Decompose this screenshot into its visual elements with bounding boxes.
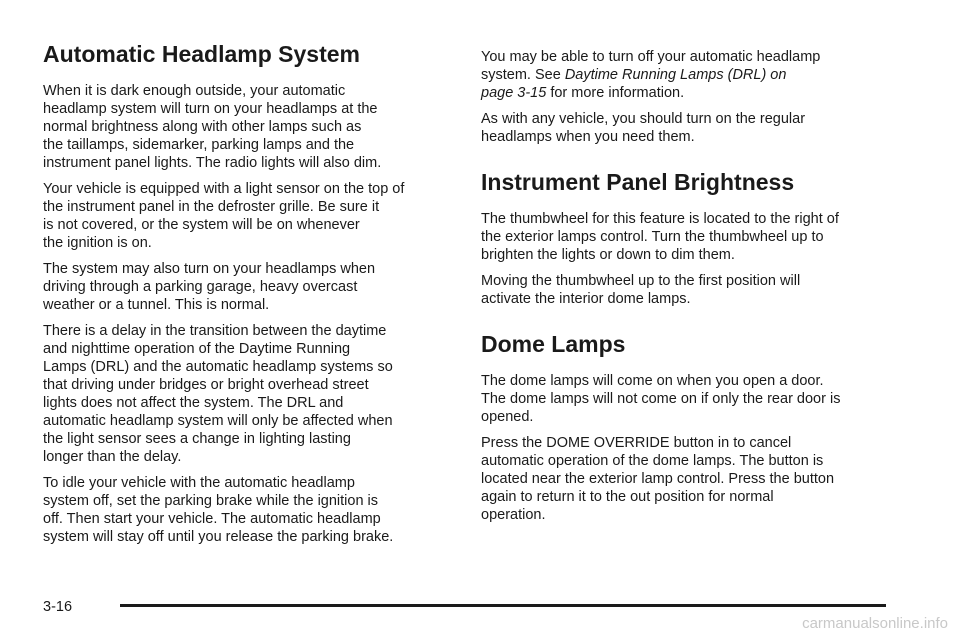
paragraph: The system may also turn on your headlamps when driving through a parking garage, heavy overcast weather or a tunnel. This is normal. [43,261,376,313]
paragraph-drl-reference [481,48,891,102]
paragraph: The dome lamps will come on when you open a door. The dome lamps will not come on if only the rear door is opened. [481,373,841,425]
paragraph: To idle your vehicle with the automatic headlamp system off, set the parking brake while the ignition is off. Then start your vehicle. The automatic headlamp system will stay off until you release the parking brake. [43,475,394,545]
paragraph-text: You may be able to turn off your automatic headlamp system. See [481,49,821,83]
paragraph: Press the DOME OVERRIDE button in to cancel automatic operation of the dome lamps. The button is located near the exterior lamp control. Press the button again to return it to the out position for normal operation. [481,435,835,523]
paragraph: When it is dark enough outside, your automatic headlamp system will turn on your headlamps at the normal brightness along with other lamps such as the taillamps, sidemarker, parking lamps and the instrument panel lights. The radio lights will also dim. [43,83,382,171]
paragraph-text: for more information. [546,85,685,101]
paragraph: There is a delay in the transition between the daytime and nighttime operation of the Daytime Running Lamps (DRL) and the automatic headlamp systems so that driving under bridges or bright overhead street lights does not affect the system. The DRL and automatic headlamp system will only be affected when the light sensor sees a change in lighting lasting longer than the delay. [43,323,393,465]
footer-divider [120,604,886,607]
paragraph: Your vehicle is equipped with a light sensor on the top of the instrument panel in the defroster grille. Be sure it is not covered, or the system will be on whenever the ignition is on. [43,181,405,251]
cross-reference-link[interactable]: Daytime Running Lamps (DRL) on page 3-15 [481,67,787,101]
section-heading-dome-lamps: Dome Lamps [481,331,626,357]
section-heading-instrument-panel-brightness: Instrument Panel Brightness [481,169,795,195]
section-heading-automatic-headlamp-system: Automatic Headlamp System [43,41,360,67]
paragraph: The thumbwheel for this feature is located to the right of the exterior lamps control. Turn the thumbwheel up to brighten the lights or down to dim them. [481,211,839,263]
paragraph: Moving the thumbwheel up to the first position will activate the interior dome lamps. [481,273,801,307]
right-column [481,48,891,532]
left-column [43,40,453,554]
watermark: carmanualsonline.info [802,615,948,632]
page-number: 3-16 [43,599,73,615]
paragraph: As with any vehicle, you should turn on the regular headlamps when you need them. [481,111,806,145]
